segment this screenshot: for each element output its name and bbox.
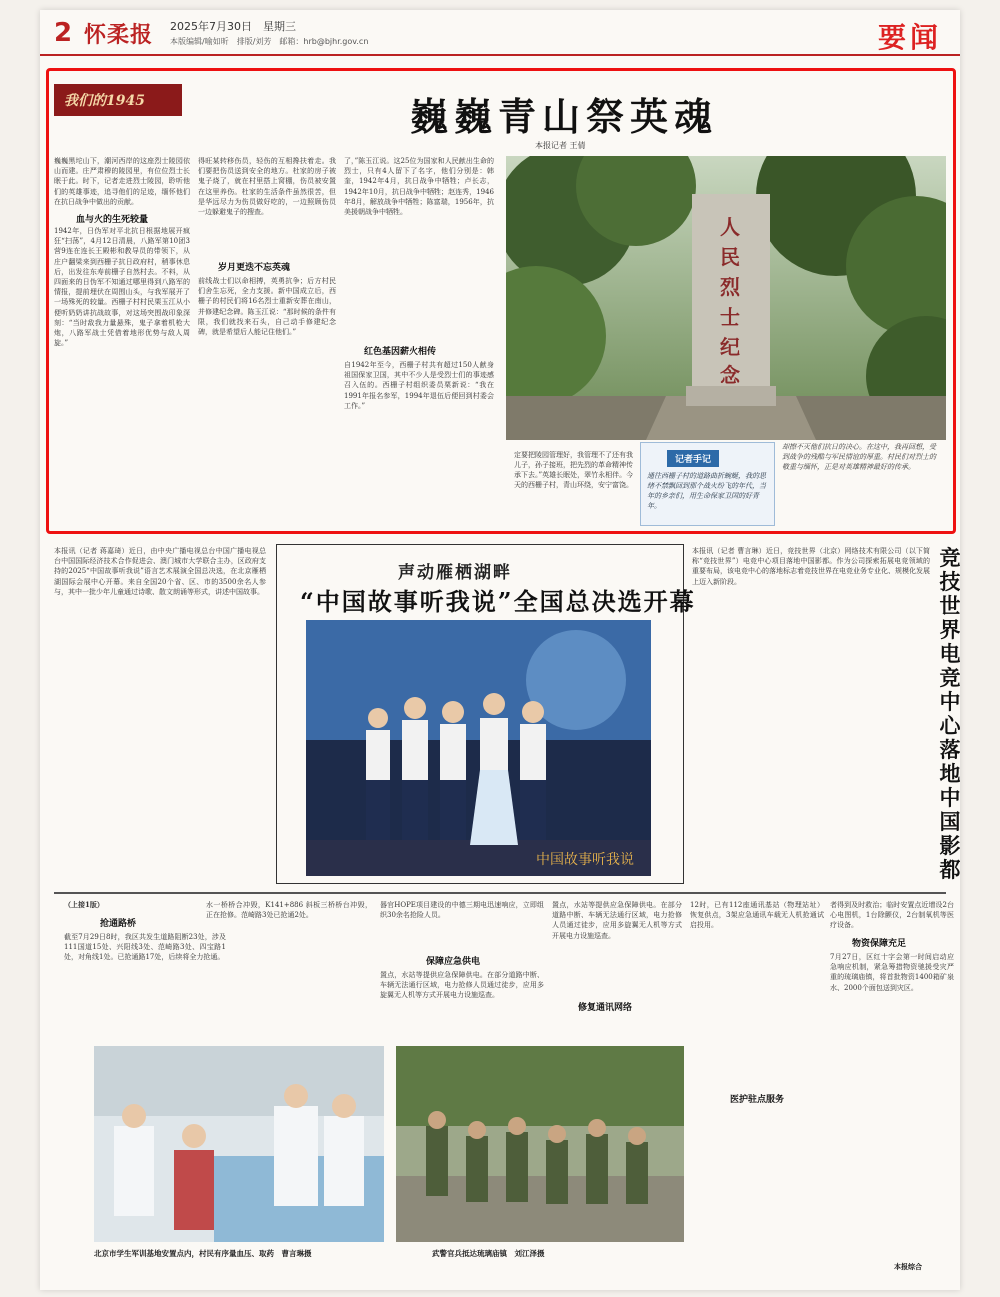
reporter-notes-continued: 却擦不灭他们抗日的决心。在这中，我再回想，受到战争的残酷与军民情谊的厚重。村民们对烈士的敬重与缅怀，正是对英雄精神最好的传承。 — [782, 443, 936, 471]
svg-text:烈: 烈 — [720, 275, 740, 299]
bottom-subhead-4: 修复通讯网络 — [578, 1003, 633, 1013]
continued-tag: （上接1版） — [64, 900, 104, 909]
subhead-2: 岁月更迭不忘英魂 — [218, 263, 291, 273]
column-2: 得旺某转移伤员，轻伤的互相搀扶着走。我们要把伤员送到安全的地方。杜家的房子被鬼子烧了，就在村里搭上窝棚，伤员被安置在这里养伤。杜家的生活条件虽然很苦，但是华远尽力为伤员做好吃的，一边照顾伤员一边躲避鬼子的搜查。 — [198, 157, 336, 217]
reporter-notes-box — [640, 442, 775, 526]
bottom-column-2: 水一桥桥合冲毁，K141+886 斜板三桥桥台冲毁，正在抢修。范崎路3处已抢通2处。 — [206, 901, 372, 920]
esports-vertical-headline: 竞技世界电竞中心落地中国影都 — [939, 545, 960, 882]
section-divider — [54, 892, 946, 894]
bottom-column-3b: 置点，水站等提供应急保障供电。在部分道路中断、车辆无法通行区域，电力抢修人员通过徒步，应用多旋翼无人机等方式开展电力设施巡查。 — [380, 971, 544, 1000]
bottom-column-6: 者得到及时救治；临时安置点近增设2台心电图机，1台除颤仪，2台制氧机等医疗设备。 — [830, 901, 954, 930]
column-3b: 自1942年至今，西栅子村共有超过150人献身祖国保家卫国，其中不少人是受烈士们的事迹感召入伍的。西栅子村组织委员栗新说：“我在1991年报名参军，1994年退伍后便回到村委会工作。” — [344, 361, 494, 410]
feature-headline: “中国故事听我说”全国总决选开幕 — [300, 587, 696, 616]
reporter-notes-title: 记者手记 — [667, 450, 719, 467]
svg-text:民: 民 — [720, 245, 740, 269]
stage-banner-text: 中国故事听我说 — [536, 852, 634, 868]
column-3: 了，”陈玉江说。这25位为国家和人民献出生命的烈士，只有4人留下了名字，他们分别是：韩奎，1942年4月，抗日战争中牺牲；卢长志，1942年10月，抗日战争中牺牲；赵连秀，1946年8月，解放战争中牺牲；陈富瑞，1956年，抗美援朝战争中牺牲。 — [344, 157, 494, 217]
svg-text:纪: 纪 — [720, 335, 740, 359]
bottom-column-5: 12时，已有112座通讯基站（物理站址）恢复供点，3架应急通讯车载无人机抢通试启投用。 — [690, 901, 824, 930]
page-number: 2 — [54, 18, 73, 48]
feature-kicker: 声动雁栖湖畔 — [398, 563, 512, 583]
storytelling-article: 本报讯（记者 蒋嘉琦）近日，由中央广播电视总台中国广播电视总台中国国际经济技术合作促进会、澳门城市大学联合主办，区政府支持的2025“中国故事听我说”语言艺术展演全国总决选，在北京雁栖湖国际会展中心开幕。来自全国20个省、区、市的3500余名人参与，其中一批少年儿童通过诗歌、散文朗诵等形式，讲述中国故事。 — [54, 547, 266, 596]
lead-paragraph: 巍巍黑坨山下，潮河西岸的这座烈士陵园依山而建。庄严肃穆的陵园里，有位位烈士长眠于此。时下，记者走进烈士陵园，聆听他们的英雄事迹，追寻他们的足迹，缅怀他们在抗日战争中做出的贡献。 — [54, 157, 190, 206]
newspaper-page — [40, 10, 960, 1290]
column-2b: 前线战士们以命相搏，英勇抗争；后方村民们舍生忘死，全力支援。新中国成立后，西栅子的村民们将16名烈士重新安葬在南山，并修建纪念碑。陈玉江说：“那时候的条件有限，我们就找来石头，自己动手修建纪念碑，就是希望后人能记住他们。” — [198, 277, 336, 337]
bottom-column-3: 器官HOPE项目建设的中德三期电迅速响应，立即组织30余名抢险人员。 — [380, 901, 544, 920]
bottom-column-6b: 7月27日，区红十字会第一时间启动应急响应机制，紧急筹措物资驰援受灾严重的琉璃庙镇，将首批物资1400箱矿泉水、2000个面包送到灾区。 — [830, 953, 954, 992]
svg-text:士: 士 — [720, 305, 740, 329]
staff-line: 本版编辑/喻如昕 排版/刘芳 邮箱：hrb@bjhr.gov.cn — [170, 37, 369, 46]
svg-text:念: 念 — [720, 363, 740, 387]
monument-photo — [506, 156, 946, 440]
bottom-subhead-3: 保障应急供电 — [426, 957, 481, 967]
photo-caption: 定要把陵园管理好，我管理不了还有我儿子，孙子接班，把先烈的革命精神传承下去。”英雄长眠处，翠竹永相伴。今天的西栅子村，青山环绕，安宁富饶。 — [514, 451, 634, 489]
svg-text:人: 人 — [720, 215, 740, 239]
reporter-notes-text: 通往西栅子村的道路曲折蜿蜒，我的思绪不禁飘回到那个战火纷飞的年代，当年的乡亲们，用生命保家卫国的好青年。 — [647, 472, 766, 510]
section-name: 要闻 — [877, 21, 942, 54]
medical-photo — [94, 1046, 384, 1242]
subhead-1: 血与火的生死较量 — [76, 215, 149, 225]
issue-date: 2025年7月30日 星期三 — [170, 20, 296, 33]
medical-photo-caption: 北京市学生军训基地安置点内，村民有序量血压、取药 曹言琳摄 — [94, 1249, 312, 1258]
stage-photo — [306, 620, 651, 876]
column-1: 1942年，日伪军对平北抗日根据地展开疯狂“扫荡”，4月12日清晨，八路军第10团3营9连在连长王殿彬和教导员的带领下，从庄户翻梁来到西栅子抗日政府村，稍事休息后，出发往东寿前栅子自然村去。不料，从四面来的日伪军不知通过哪里得到八路军的情报，提前埋伏在周围山头，与我军展开了一场殊死的较量。西栅子村村民栗玉江从小便听奶奶讲抗战故事，对这场突围战印象深刻：“当时敌我力量悬殊，鬼子拿着机枪大炮，八路军战士凭借着地形优势与敌人周旋。” — [54, 227, 190, 348]
source-tag: 本报综合 — [894, 1262, 922, 1271]
series-tag: 我们的1945 — [54, 84, 182, 116]
top-byline: 本报记者 王倩 — [535, 141, 586, 150]
masthead — [40, 10, 960, 56]
subhead-3: 红色基因薪火相传 — [364, 347, 437, 357]
esports-article: 本报讯（记者 曹言琳）近日，竞技世界（北京）网络技术有限公司（以下简称“竞技世界”）电竞中心项目落地中国影都。作为公司探索拓展电竞领域的重要布局，该电竞中心的落地标志着竞技世界在电竞业务专业化、规模化发展上迈入新阶段。 — [692, 547, 930, 586]
bottom-subhead-6: 物资保障充足 — [852, 939, 907, 949]
bottom-subhead-5: 医护驻点服务 — [730, 1095, 785, 1105]
paper-name: 怀柔报 — [84, 22, 154, 48]
top-headline: 巍巍青山祭英魂 — [410, 94, 719, 139]
bottom-column-1: 截至7月29日8时，我区共发生道路阻断23处，涉及111国道15处、兴阳线3处、范崎路3处、四宝路1处，对角线1处。已抢通路17处，后续将全力抢通。 — [64, 933, 226, 962]
bottom-column-4: 置点，水站等提供应急保障供电。在部分道路中断、车辆无法通行区域，电力抢修人员通过徒步，应用多旋翼无人机等方式开展电力设施巡查。 — [552, 901, 682, 940]
troops-photo-caption: 武警官兵抵达琉璃庙镇 刘江泽摄 — [432, 1249, 545, 1258]
bottom-subhead-1: 抢通路桥 — [100, 919, 137, 929]
troops-photo — [396, 1046, 684, 1242]
